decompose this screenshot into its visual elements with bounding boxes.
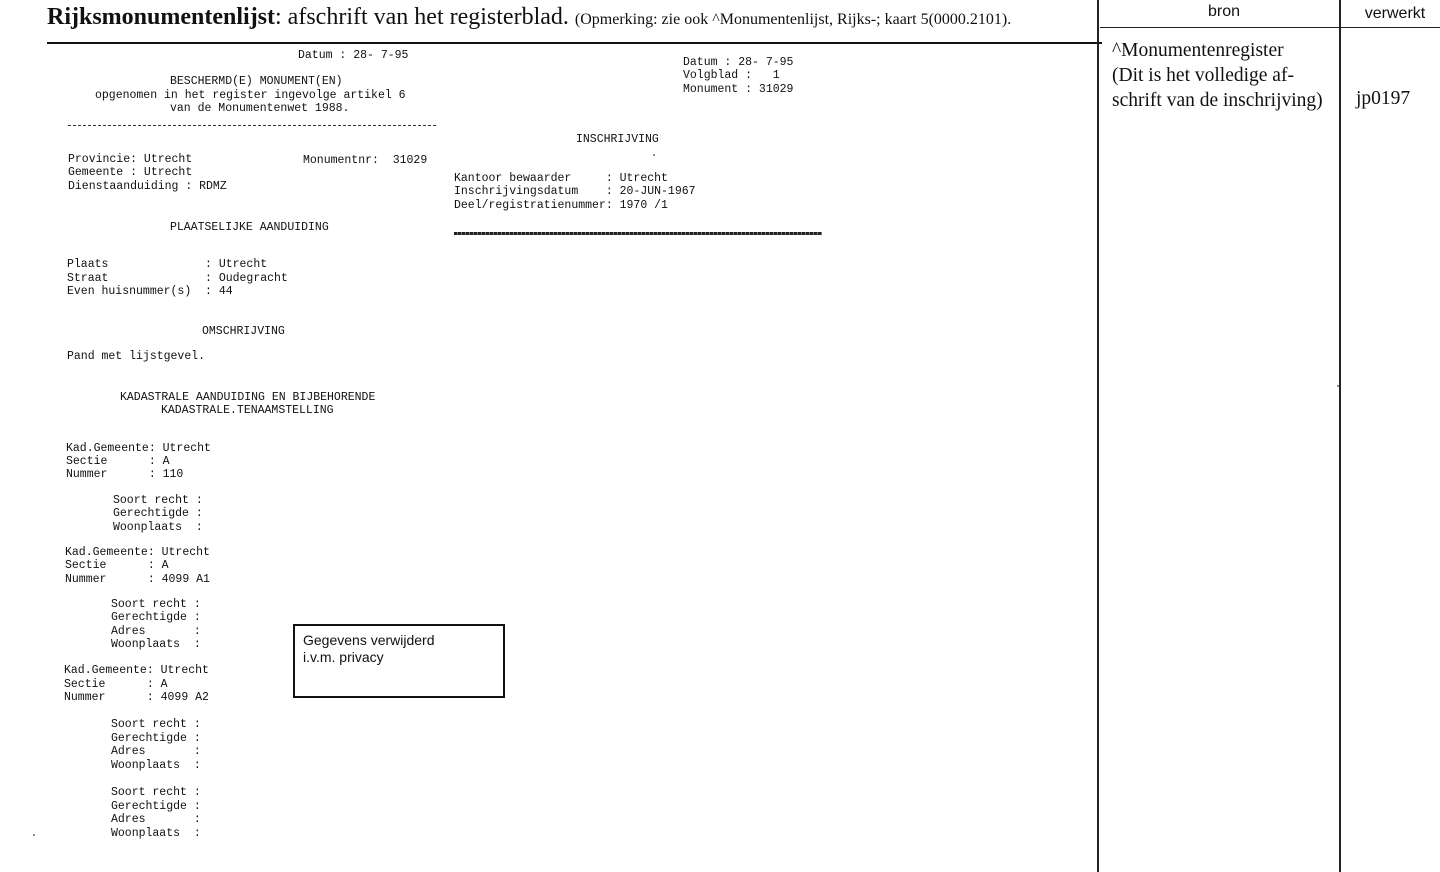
right-datum: Datum : 28- 7-95	[683, 56, 794, 69]
provincie: Provincie: Utrecht	[68, 153, 193, 166]
omschrijving-heading: OMSCHRIJVING	[202, 325, 285, 338]
plaats: Plaats : Utrecht	[67, 258, 268, 271]
inschrijving-heading: INSCHRIJVING	[576, 133, 659, 146]
parcel-1-field: Gerechtigde :	[113, 507, 203, 520]
parcel-3-field: Woonplaats :	[111, 759, 201, 772]
parcel-3-sectie: Sectie : A	[64, 678, 168, 691]
parcel-3-field: Soort recht :	[111, 718, 201, 731]
parcel-2-field: Gerechtigde :	[111, 611, 201, 624]
monumentnr: Monumentnr: 31029	[303, 154, 428, 167]
parcel-3-field-2: Woonplaats :	[111, 827, 201, 840]
privacy-line-1: Gegevens verwijderd	[303, 632, 435, 648]
parcel-2-field: Woonplaats :	[111, 638, 201, 651]
verwerkt-cell: jp0197	[1356, 88, 1411, 109]
right-monument: Monument : 31029	[683, 83, 794, 96]
title-rule	[47, 42, 1102, 44]
parcel-3-field-2: Soort recht :	[111, 786, 201, 799]
parcel-1-gemeente: Kad.Gemeente: Utrecht	[66, 442, 211, 455]
parcel-2-sectie: Sectie : A	[65, 559, 169, 572]
bron-line: (Dit is het volledige af-	[1112, 65, 1294, 86]
table-column-divider	[1339, 0, 1341, 872]
parcel-3-field-2: Gerechtigde :	[111, 800, 201, 813]
parcel-3-field-2: Adres :	[111, 813, 201, 826]
deel-registratienummer: Deel/registratienummer: 1970 /1	[454, 199, 668, 212]
parcel-1-sectie: Sectie : A	[66, 455, 170, 468]
bron-line: ^Monumentenregister	[1112, 40, 1284, 61]
parcel-3-gemeente: Kad.Gemeente: Utrecht	[64, 664, 209, 677]
parcel-3-field: Gerechtigde :	[111, 732, 201, 745]
parcel-2-nummer: Nummer : 4099 A1	[65, 573, 210, 586]
kantoor-bewaarder: Kantoor bewaarder : Utrecht	[454, 172, 668, 185]
title-bold: Rijksmonumentenlijst	[47, 4, 276, 30]
parcel-2-field: Soort recht :	[111, 598, 201, 611]
thick-divider	[454, 232, 822, 235]
table-left-border	[1097, 0, 1099, 872]
kadastraal-heading-1: KADASTRALE AANDUIDING EN BIJBEHORENDE	[120, 391, 376, 404]
parcel-1-nummer: Nummer : 110	[66, 468, 184, 481]
scan-speck	[1337, 385, 1339, 387]
straat: Straat : Oudegracht	[67, 272, 288, 285]
table-header-rule	[1100, 27, 1440, 28]
datum-top: Datum : 28- 7-95	[298, 49, 409, 62]
column-header-bron: bron	[1207, 3, 1241, 20]
bron-cell	[1112, 38, 1323, 113]
parcel-1-field: Woonplaats :	[113, 521, 203, 534]
parcel-2-field: Adres :	[111, 625, 201, 638]
beschermd-line-2: opgenomen in het register ingevolge artikel 6	[95, 89, 406, 102]
scan-speck	[653, 154, 655, 156]
dashed-divider	[68, 125, 436, 126]
column-header-verwerkt: verwerkt	[1364, 5, 1426, 22]
beschermd-line-3: van de Monumentenwet 1988.	[170, 102, 350, 115]
huisnummer: Even huisnummer(s) : 44	[67, 285, 233, 298]
privacy-line-2: i.v.m. privacy	[303, 649, 384, 665]
inschrijvingsdatum: Inschrijvingsdatum : 20-JUN-1967	[454, 185, 696, 198]
beschermd-line-1: BESCHERMD(E) MONUMENT(EN)	[170, 75, 343, 88]
plaatselijke-heading: PLAATSELIJKE AANDUIDING	[170, 221, 329, 234]
title-note: (Opmerking: zie ook ^Monumentenlijst, Rijks-; kaart 5(0000.2101).	[574, 11, 1012, 28]
parcel-2-gemeente: Kad.Gemeente: Utrecht	[65, 546, 210, 559]
parcel-3-field: Adres :	[111, 745, 201, 758]
bron-line: schrift van de inschrijving)	[1112, 90, 1323, 111]
title-rest: : afschrift van het registerblad.	[275, 4, 569, 30]
kadastraal-heading-2: KADASTRALE.TENAAMSTELLING	[161, 404, 334, 417]
parcel-3-nummer: Nummer : 4099 A2	[64, 691, 209, 704]
dienstaanduiding: Dienstaanduiding : RDMZ	[68, 180, 227, 193]
page-title	[47, 4, 1011, 31]
gemeente: Gemeente : Utrecht	[68, 166, 193, 179]
omschrijving-text: Pand met lijstgevel.	[67, 350, 206, 363]
right-volgblad: Volgblad : 1	[683, 69, 780, 82]
parcel-1-field: Soort recht :	[113, 494, 203, 507]
scan-speck	[33, 834, 35, 836]
privacy-notice-box	[293, 624, 505, 698]
